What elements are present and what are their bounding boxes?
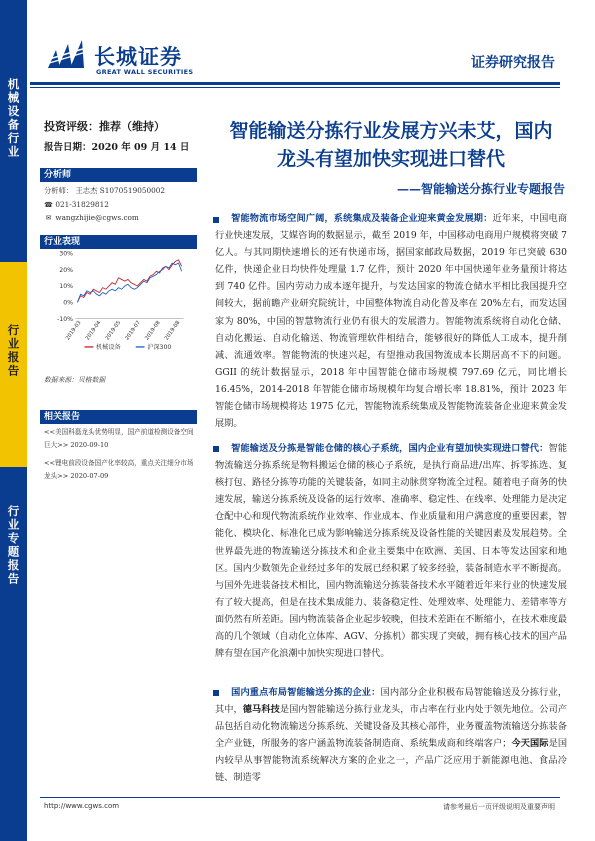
y-tick-label: 0%: [63, 299, 74, 307]
analyst-phone: 021-31829812: [55, 200, 109, 209]
analyst-phone-row: [44, 200, 109, 209]
great-wall-logo-icon: [44, 38, 88, 74]
paragraph-companies-text-b: 是国内智能输送分拣行业龙头，市占率在行业内处于领先地位。公司产品包括自动化物流输送分拣系统、关键设备及其核心部件，业务覆盖物流输送分拣装备全产业链，所服务的客户涵盖物流装备制造商、系统集成商和终端客户；: [215, 704, 568, 750]
paragraph-core-lead: 智能输送及分拣是智能仓储的核心子系统，国内企业有望加快实现进口替代：: [231, 443, 549, 454]
report-subtitle: ——智能输送分拣行业专题报告: [396, 182, 565, 196]
y-tick-label: -10%: [57, 315, 74, 323]
paragraph-companies-text-a: 国内部分企业积极布局智能输送及分拣行业，其中，: [215, 687, 568, 716]
analyst-name: 分析师： 王志杰 S1070519050002: [44, 186, 166, 195]
paragraph-companies-lead: 国内重点布局智能输送分拣的企业：: [231, 687, 381, 698]
related-report-2[interactable]: <<锂电前段设备国产化率较高，重点关注细分市场龙头>> 2020-07-09: [44, 459, 194, 480]
main-title-line2: 龙头有望加快实现进口替代: [276, 148, 505, 170]
analyst-email[interactable]: wangzhijie@cgws.com: [55, 213, 139, 222]
x-tick-label: 2019-05: [104, 319, 123, 342]
x-tick-label: 2019-08: [144, 319, 162, 342]
legend-label: 沪深300: [147, 344, 172, 352]
paragraph-market: [215, 210, 567, 432]
x-tick-label: 2019-03: [64, 319, 83, 342]
paragraph-market-text: 近年来，中国电商行业快速发展，艾媒咨询的数据显示，截至 2019 年，中国移动电商用户规模将突破 7 亿人。与其同期快速增长的还有快递市场，据国家邮政局数据，2019 年已突破 630 亿件，快递企业日均快件处理量 1.7 亿件，预计 2020 年中国快递年业务量预计将达到 740 亿件。国内劳动力成本逐年提升，与发达国家的物流仓储水平相比我国提升空间较大，据前瞻产业研究院统计，中国整体物流自动化普及率在 20%左右，而发达国家为 80%，中国的智慧物流行业仍有很大的发展潜力。智能物流系统将自动化仓储、自动化搬运、自动化输送、物流管理软件相结合，能够很好的降低人工成本，提升削减、流通效率。智能物流的快速兴起，有望推动我国物流成本长期居高不下的问题。GGII 的统计数据显示，2018 年中国智能仓储市场规模 797.69 亿元，同比增长 16.45%，2014-2018 年智能仓储市场规模年均复合增长率 18.81%，预计 2023 年智能仓储市场规模将达 1975 亿元，智能物流系统集成及智能物流装备企业迎来黄金发展期。: [215, 213, 568, 430]
sidebar-report-segment: [0, 262, 27, 467]
logo-chinese-name: 长城证券: [94, 45, 182, 69]
chart-source: 数据来源：贝格数据: [44, 376, 106, 384]
report-type-label: 证券研究报告: [471, 55, 555, 71]
x-tick-label: 2019-08: [163, 319, 182, 342]
email-icon: ✉: [45, 214, 52, 222]
header-divider-thin: [30, 87, 560, 88]
y-tick-label: 10%: [59, 283, 74, 291]
header-divider: [30, 82, 560, 85]
y-tick-label: 30%: [59, 250, 74, 258]
series-line-hs300: [77, 263, 181, 302]
phone-icon: ☎: [44, 201, 53, 209]
footer-website[interactable]: http://www.cgws.com: [44, 802, 120, 810]
investment-rating: 投资评级：推荐（维持）: [44, 120, 165, 133]
sidebar-report-label: 行业报告: [6, 324, 21, 378]
paragraph-companies: [215, 684, 567, 787]
left-sidebar: [0, 0, 27, 841]
sidebar-industry-segment: [0, 0, 27, 262]
paragraph-companies-text-c: 是国内较早从事智能物流系统解决方案的企业之一，产品广泛应用于新能源电池、食品冷链、制造零: [215, 738, 568, 784]
x-tick-label: 2019-04: [84, 319, 103, 342]
paragraph-core-text: 智能物流输送分拣系统是物料搬运仓储的核心子系统，是执行商品进/出库、拆零拣选、复核打包、路径分拣等功能的关键装备，如同主动脉贯穿物流全过程。随着电子商务的快速发展，输送分拣系统及设备的运行效率、准确率、稳定性、在线率、处理能力是决定仓配中心和现代物流系统作业效率、作业成本、作业质量和用户满意度的重要因素，智能化、模块化、标准化已成为影响输送分拣系统及设备性能的关键因素及发展趋势。全世界最先进的物流输送分拣技术和企业主要集中在欧洲、美国、日本等发达国家和地区。国内少数领先企业经过多年的发展已经积累了较多经验，装备制造水平不断提高。与国外先进装备技术相比，国内物流输送分拣装备技术水平随着近年来行业的快速发展有了较大提高，但是在技术集成能力、装备稳定性、处理效率、处理能力、差错率等方面仍然有所差距。国内物流装备企业起步较晚，但技术差距在不断缩小，在技术难度最高的几个领域（自动化立体库、AGV、分拣机）都实现了突破，拥有核心技术的国产品牌有望在国产化浪潮中加快实现进口替代。: [215, 443, 568, 660]
analyst-email-row: [44, 213, 139, 222]
paragraph-market-lead: 智能物流市场空间广阔，系统集成及装备企业迎来黄金发展期：: [231, 213, 493, 224]
legend-label: 机械设备: [95, 344, 121, 352]
industry-performance-chart: [40, 248, 197, 354]
main-title-line1: 智能输送分拣行业发展方兴未艾，国内: [229, 120, 553, 142]
footer-disclaimer: 请参考最后一页评级说明及重要声明: [443, 803, 555, 811]
x-tick-label: 2019-07: [124, 319, 142, 342]
paragraph-core-subsystem: [215, 440, 567, 662]
sidebar-industry-label: 机械设备行业: [6, 78, 21, 159]
trend-section-title: 行业表现: [40, 235, 197, 249]
y-tick-label: 20%: [59, 266, 74, 274]
related-report-1[interactable]: <<美国科磊龙头优势明显，国产前道检测设备空间巨大>> 2020-09-10: [44, 428, 194, 449]
company-dema: 德马科技: [242, 704, 280, 716]
report-date: 报告日期：2020 年 09 月 14 日: [44, 142, 190, 153]
logo-english-name: GREAT WALL SECURITIES: [96, 68, 194, 76]
analyst-section-title: 分析师: [40, 168, 197, 182]
company-jintian: 今天国际: [511, 738, 549, 750]
footer-divider: [40, 797, 560, 798]
sidebar-topic-label: 行业专题报告: [6, 505, 21, 586]
report-main-title: [205, 117, 577, 173]
related-section-title: 相关报告: [40, 410, 197, 424]
sidebar-topic-segment: [0, 467, 27, 841]
